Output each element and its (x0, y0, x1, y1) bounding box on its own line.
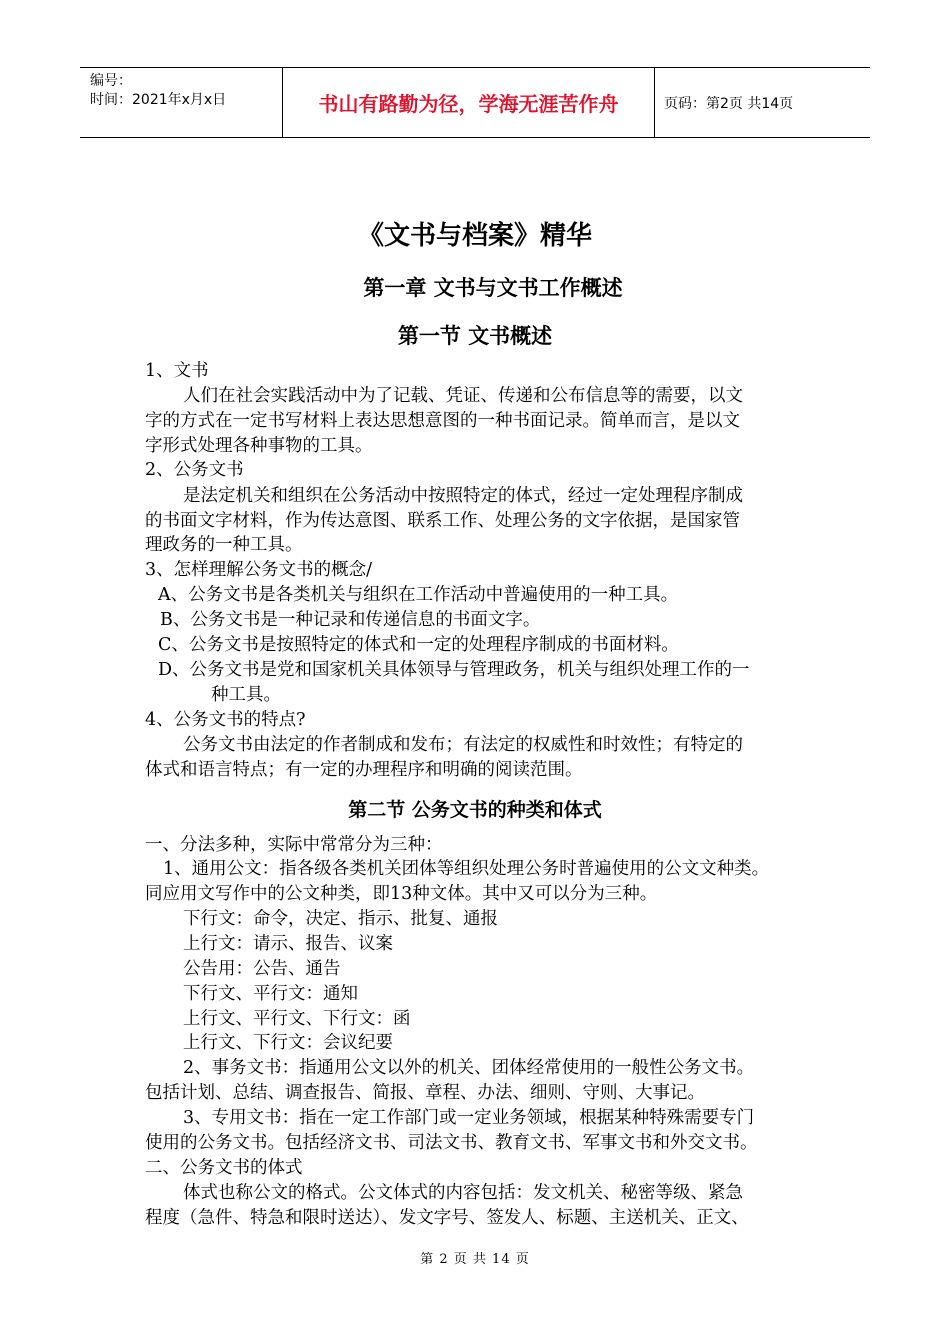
body-line: 2、公务文书 (145, 460, 244, 480)
body-line: 理政务的一种工具。 (145, 535, 303, 555)
date-label: 时间：2021年x月x日 (90, 92, 227, 108)
body-line: 2、事务文书：指通用公文以外的机关、团体经常使用的一般性公务文书。 (183, 1058, 755, 1078)
body-line: D、公务文书是党和国家机关具体领导与管理政务，机关与组织处理工作的一 (158, 660, 750, 680)
body-line: B、公务文书是一种记录和传递信息的书面文字。 (160, 610, 541, 630)
body-line: 4、公务文书的特点? (145, 710, 306, 730)
body-line: 使用的公务文书。包括经济文书、司法文书、教育文书、军事文书和外交文书。 (145, 1133, 758, 1153)
body-line: 上行文、平行文、下行文：函 (183, 1009, 411, 1029)
page-header (80, 67, 870, 138)
body-line: 的书面文字材料，作为传达意图、联系工作、处理公务的文字依据，是国家管 (145, 511, 740, 531)
number-label: 编号： (90, 73, 132, 89)
body-line: 1、通用公文：指各级各类机关团体等组织处理公务时普遍使用的公文文种类。 (163, 859, 770, 879)
body-line: C、公务文书是按照特定的体式和一定的处理程序制成的书面材料。 (158, 635, 679, 655)
body-line: 同应用文写作中的公文种类，即13种文体。其中又可以分为三种。 (145, 884, 658, 904)
body-line: 是法定机关和组织在公务活动中按照特定的体式，经过一定处理程序制成 (183, 486, 743, 506)
body-line: 公务文书由法定的作者制成和发布；有法定的权威性和时效性；有特定的 (183, 735, 743, 755)
body-line: 程度（急件、特急和限时送达）、发文字号、签发人、标题、主送机关、正文、 (145, 1208, 749, 1228)
body-line: 种工具。 (211, 685, 281, 705)
body-line: 一、分法多种，实际中常常分为三种： (145, 835, 443, 855)
header-motto: 书山有路勤为径，学海无涯苦作舟 (282, 68, 655, 137)
body-line: 下行文：命令，决定、指示、批复、通报 (183, 909, 498, 929)
header-meta (80, 68, 280, 137)
body-line: A、公务文书是各类机关与组织在工作活动中普遍使用的一种工具。 (158, 585, 679, 605)
chapter-title: 第一章 文书与文书工作概述 (363, 276, 623, 300)
body-line: 包括计划、总结、调查报告、简报、章程、办法、细则、守则、大事记。 (145, 1083, 705, 1103)
body-line: 3、怎样理解公务文书的概念/ (145, 560, 373, 580)
body-line: 上行文、下行文：会议纪要 (183, 1033, 393, 1053)
body-line: 二、公务文书的体式 (145, 1158, 303, 1178)
page-footer: 第 2 页 共 14 页 (420, 1252, 530, 1267)
body-line: 体式也称公文的格式。公文体式的内容包括：发文机关、秘密等级、紧急 (183, 1183, 743, 1203)
body-line: 字的方式在一定书写材料上表达思想意图的一种书面记录。简单而言，是以文 (145, 411, 740, 431)
body-line: 公告用：公告、通告 (183, 959, 341, 979)
body-line: 3、专用文书：指在一定工作部门或一定业务领域，根据某种特殊需要专门 (183, 1108, 755, 1128)
body-line: 下行文、平行文：通知 (183, 984, 358, 1004)
body-line: 人们在社会实践活动中为了记载、凭证、传递和公布信息等的需要，以文 (183, 386, 743, 406)
section-1-title: 第一节 文书概述 (397, 324, 553, 348)
header-page-label: 页码：第2页 共14页 (664, 95, 794, 112)
section-2-title: 第二节 公务文书的种类和体式 (348, 799, 602, 821)
body-line: 上行文：请示、报告、议案 (183, 934, 393, 954)
document-title: 《文书与档案》精华 (357, 221, 592, 251)
body-line: 体式和语言特点；有一定的办理程序和明确的阅读范围。 (145, 760, 583, 780)
body-line: 字形式处理各种事物的工具。 (145, 436, 373, 456)
body-line: 1、文书 (145, 361, 209, 381)
